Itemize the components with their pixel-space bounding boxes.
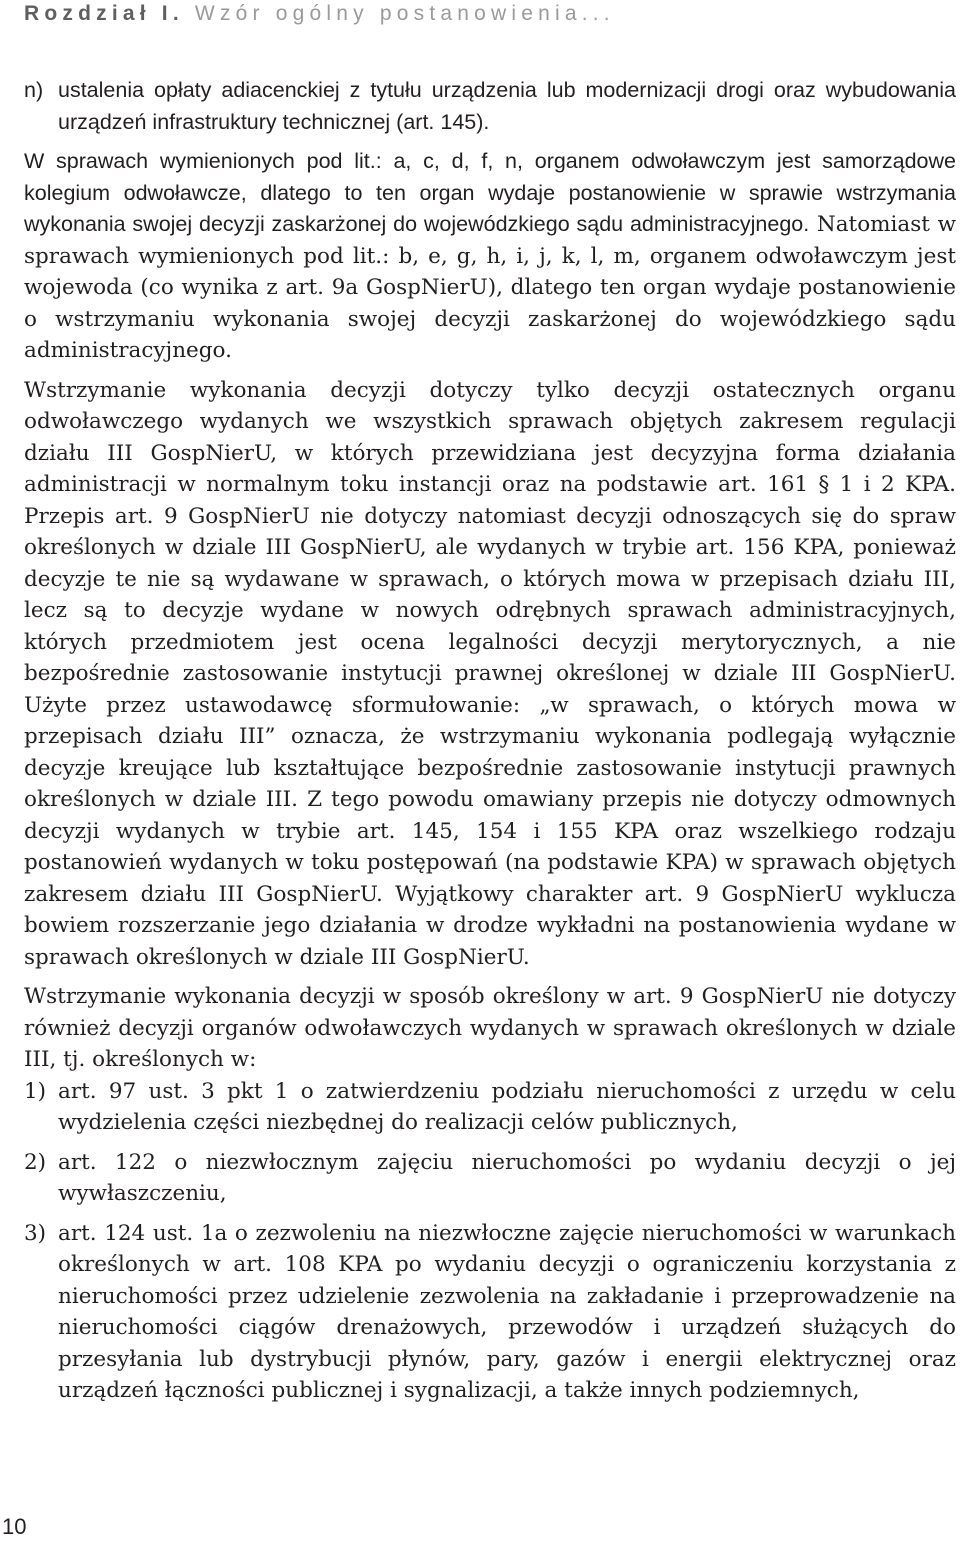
paragraph-appeal-bodies-sans: W sprawach wymienionych pod lit.: a, c, d, f, n, organem odwoławczym jest samorządowe kolegium odwoławcze, dlatego to ten organ wydaje postanowienie w sprawie wstrzymania wykonania swojej decyzji zaskarżonej do wojewódzkiego sądu administracyjnego. bbox=[24, 149, 956, 236]
list-item-1 bbox=[24, 1076, 956, 1139]
list-item-text: art. 124 ust. 1a o zezwoleniu na niezwłoczne zajęcie nieruchomości w warunkach określonych w art. 108 KPA po wydaniu decyzji o ograniczeniu korzystania z nieruchomości przez udzielenie zezwolenia na zakładanie i przeprowadzenie na nieruchomości ciągów drenażowych, przewodów i urządzeń służących do przesyłania lub dystrybucji płynów, pary, gazów i energii elektrycznej oraz urządzeń łączności publicznej i sygnalizacji, a także innych podziemnych, bbox=[58, 1220, 956, 1403]
list-item-label: 1) bbox=[24, 1078, 47, 1104]
list-item-n bbox=[24, 75, 956, 138]
paragraph-suspension-scope: Wstrzymanie wykonania decyzji dotyczy tylko decyzji ostatecznych organu odwoławczego wydanych we wszystkich sprawach objętych zakresem regulacji działu III GospNierU, w których przewidziana jest decyzyjna forma działania administracji w normalnym toku instancji oraz na podstawie art. 161 § 1 i 2 KPA. Przepis art. 9 GospNierU nie dotyczy natomiast decyzji odnoszących się do spraw określonych w dziale III GospNierU, ale wydanych w trybie art. 156 KPA, ponieważ decyzje te nie są wydawane w sprawach, o których mowa w przepisach działu III, lecz są to decyzje wydane w nowych odrębnych sprawach administracyjnych, których przedmiotem jest ocena legalności decyzji merytorycznych, a nie bezpośrednie zastosowanie instytucji prawnej określonej w dziale III GospNierU. Użyte przez ustawodawcę sformułowanie: „w sprawach, o których mowa w przepisach działu III” oznacza, że wstrzymaniu wykonania podlegają wyłącznie decyzje kreujące lub kształtujące bezpośrednie zastosowanie instytucji prawnych określonych w dziale III. Z tego powodu omawiany przepis nie dotyczy odmownych decyzji wydanych w trybie art. 145, 154 i 155 KPA oraz wszelkiego rodzaju postanowień wydanych w toku postępowań (na podstawie KPA) w sprawach objętych zakresem działu III GospNierU. Wyjątkowy charakter art. 9 GospNierU wyklucza bowiem rozszerzanie jego działania w drodze wykładni na postanowienia wydane w sprawach określonych w dziale III GospNierU. bbox=[24, 377, 956, 970]
list-item-label: 3) bbox=[24, 1220, 47, 1246]
list-item-label: 2) bbox=[24, 1149, 47, 1175]
chapter-title: Wzór ogólny postanowienia... bbox=[194, 2, 615, 25]
running-header bbox=[24, 2, 615, 26]
chapter-label: Rozdział I. bbox=[24, 2, 184, 25]
list-item-label: n) bbox=[24, 78, 44, 102]
list-item-text: ustalenia opłaty adiacenckiej z tytułu urządzenia lub modernizacji drogi oraz wybudowania urządzeń infrastruktury technicznej (art. 145). bbox=[58, 78, 956, 134]
paragraph-appeal-bodies-serif: Natomiast w sprawach wymienionych pod lit.: b, e, g, h, i, j, k, l, m, organem odwoławczym jest wojewoda (co wynika z art. 9a GospNierU), dlatego ten organ wydaje postanowienie o wstrzymaniu wykonania swojej decyzji zaskarżonej do wojewódzkiego sądu administracyjnego. bbox=[24, 212, 956, 363]
paragraph-exclusions-intro: Wstrzymanie wykonania decyzji w sposób określony w art. 9 GospNierU nie dotyczy również decyzji organów odwoławczych wydanych w sprawach określonych w dziale III, tj. określonych w: bbox=[24, 984, 956, 1072]
page-number: 10 bbox=[2, 1514, 27, 1539]
list-item-3 bbox=[24, 1218, 956, 1407]
list-item-2 bbox=[24, 1147, 956, 1210]
paragraph-appeal-bodies bbox=[24, 146, 956, 367]
page-body bbox=[24, 75, 956, 1415]
list-item-text: art. 97 ust. 3 pkt 1 o zatwierdzeniu podziału nieruchomości z urzędu w celu wydzielenia części niezbędnej do realizacji celów publicznych, bbox=[58, 1078, 956, 1135]
list-item-text: art. 122 o niezwłocznym zajęciu nieruchomości po wydaniu decyzji o jej wywłaszczeniu, bbox=[58, 1149, 956, 1206]
